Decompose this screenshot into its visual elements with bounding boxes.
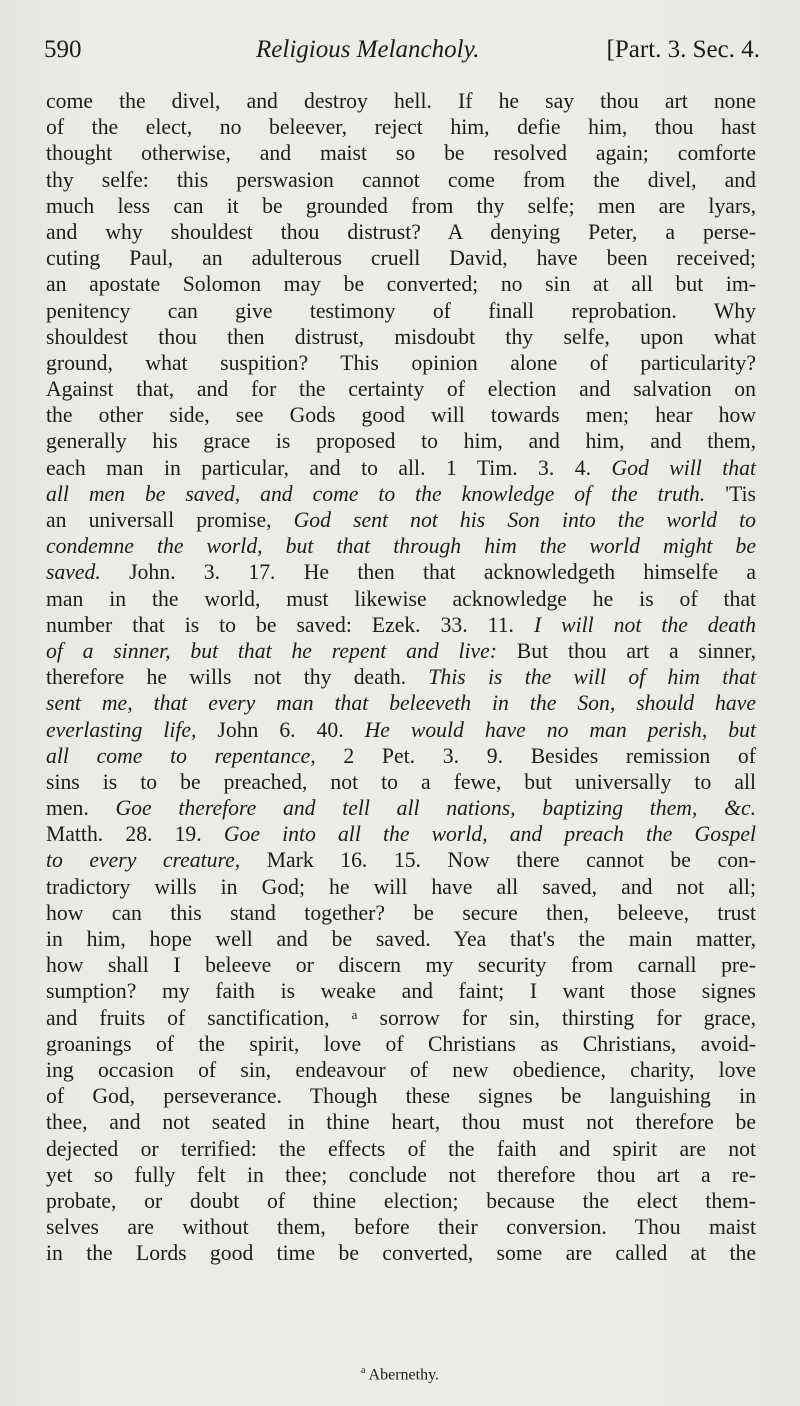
text-segment: therefore he wills not thy death. xyxy=(46,665,429,690)
text-segment: shouldest thou then distrust, misdoubt thy selfe, upon what xyxy=(46,324,756,349)
text-segment: But thou art a sinner, xyxy=(497,638,756,663)
text-line xyxy=(46,376,756,402)
text-segment: Against that, and for the certainty of election and salvation on xyxy=(46,377,756,402)
text-line xyxy=(46,481,756,507)
text-segment: thought otherwise, and maist so be resolved again; comforte xyxy=(46,141,756,166)
section-reference: [Part. 3. Sec. 4. xyxy=(606,36,760,63)
text-segment: selves are without them, before their conversion. Thou maist xyxy=(46,1215,756,1240)
italic-segment: He would have no man perish, but xyxy=(364,717,756,742)
text-line xyxy=(46,140,756,166)
text-segment: John 6. 40. xyxy=(196,717,365,742)
text-line xyxy=(46,167,756,193)
italic-segment: to every creature, xyxy=(46,848,241,873)
text-line xyxy=(46,743,756,769)
text-line xyxy=(46,114,756,140)
text-segment: thee, and not seated in thine heart, thou must not therefore be xyxy=(46,1110,756,1135)
text-line xyxy=(46,690,756,716)
text-line xyxy=(46,1240,756,1266)
text-line xyxy=(46,402,756,428)
text-segment: tradictory wills in God; he will have all saved, and not all; xyxy=(46,874,756,899)
text-line xyxy=(46,717,756,743)
text-line xyxy=(46,926,756,952)
text-line xyxy=(46,664,756,690)
text-line xyxy=(46,1057,756,1083)
text-segment: an apostate Solomon may be converted; no sin at all but im- xyxy=(46,272,756,297)
text-line xyxy=(46,350,756,376)
text-line xyxy=(46,1109,756,1135)
text-segment: in him, hope well and be saved. Yea that's the main matter, xyxy=(46,927,756,951)
text-segment: much less can it be grounded from thy selfe; men are lyars, xyxy=(46,193,756,218)
text-line xyxy=(46,298,756,324)
text-segment: Matth. 28. 19. xyxy=(46,822,224,847)
text-segment: generally his grace is proposed to him, and him, and them, xyxy=(46,429,756,454)
text-line xyxy=(46,1188,756,1214)
running-title: Religious Melancholy. xyxy=(256,36,480,63)
text-line xyxy=(46,847,756,873)
text-line xyxy=(46,455,756,481)
text-line xyxy=(46,193,756,219)
footnote xyxy=(0,1365,800,1384)
text-segment: ground, what suspition? This opinion alone of particularity? xyxy=(46,350,756,375)
italic-segment: saved. xyxy=(46,560,101,585)
body-text xyxy=(46,88,756,1266)
italic-segment: Goe into all the world, and preach the Gospel xyxy=(223,822,757,847)
text-segment: yet so fully felt in thee; conclude not therefore thou art a re- xyxy=(46,1162,756,1187)
text-line xyxy=(46,638,756,664)
text-segment: an universall promise, xyxy=(46,508,294,532)
text-segment: how can this stand together? be secure then, beleeve, trust xyxy=(46,900,756,925)
italic-segment: condemne the world, but that through him the world might be xyxy=(46,534,756,559)
italic-segment: Goe therefore and tell all nations, baptizing them, &c. xyxy=(115,796,756,821)
text-line xyxy=(46,586,756,612)
text-line xyxy=(46,88,756,114)
text-segment: sins is to be preached, not to a fewe, but universally to all xyxy=(46,769,756,794)
text-line xyxy=(46,769,756,795)
italic-segment: God sent not his Son into the world to xyxy=(293,508,756,532)
text-line xyxy=(46,428,756,454)
italic-segment: I will not the death xyxy=(533,612,756,637)
text-line xyxy=(46,821,756,847)
page-number: 590 xyxy=(44,36,82,63)
italic-segment: This is the will of him that xyxy=(428,665,757,690)
italic-segment: sent me, that every man that beleeveth in the Son, should have xyxy=(46,691,756,716)
text-segment: 'Tis xyxy=(705,481,756,506)
text-segment: and fruits of sanctification, ᵃ sorrow for sin, thirsting for grace, xyxy=(46,1005,756,1030)
page-header xyxy=(44,36,760,76)
text-line xyxy=(46,952,756,978)
text-segment: each man in particular, and to all. 1 Tim. 3. 4. xyxy=(46,455,612,480)
italic-segment: everlasting life, xyxy=(46,717,197,742)
text-segment: sumption? my faith is weake and faint; I want those signes xyxy=(46,979,756,1004)
text-line xyxy=(46,795,756,821)
text-line xyxy=(46,1214,756,1240)
text-line xyxy=(46,1136,756,1162)
text-segment: and why shouldest thou distrust? A denying Peter, a perse- xyxy=(46,219,756,244)
text-segment: 2 Pet. 3. 9. Besides remission of xyxy=(315,743,756,768)
text-segment: of God, perseverance. Though these signes be languishing in xyxy=(46,1084,756,1109)
text-line xyxy=(46,245,756,271)
text-segment: number that is to be saved: Ezek. 33. 11. xyxy=(46,612,534,637)
text-segment: men. xyxy=(46,796,116,821)
text-segment: ing occasion of sin, endeavour of new obedience, charity, love xyxy=(46,1057,756,1082)
text-line xyxy=(46,533,756,559)
text-line xyxy=(46,324,756,350)
text-line xyxy=(46,1031,756,1057)
text-segment: thy selfe: this perswasion cannot come from the divel, and xyxy=(46,167,756,192)
text-segment: come the divel, and destroy hell. If he say thou art none xyxy=(46,89,756,113)
text-segment: John. 3. 17. He then that acknowledgeth himselfe a xyxy=(100,560,756,585)
text-line xyxy=(46,612,756,638)
text-segment: in the Lords good time be converted, some are called at the xyxy=(46,1241,756,1266)
text-segment: dejected or terrified: the effects of the faith and spirit are not xyxy=(46,1136,756,1161)
text-line xyxy=(46,271,756,297)
text-segment: probate, or doubt of thine election; because the elect them- xyxy=(46,1188,756,1213)
footnote-text: Abernethy. xyxy=(368,1366,440,1384)
italic-segment: of a sinner, but that he repent and live: xyxy=(46,638,497,663)
text-segment: the other side, see Gods good will towards men; hear how xyxy=(46,403,756,428)
text-line xyxy=(46,1162,756,1188)
text-segment: Mark 16. 15. Now there cannot be con- xyxy=(240,848,756,873)
text-segment: man in the world, must likewise acknowledge he is of that xyxy=(46,586,756,611)
footnote-marker: a xyxy=(360,1365,366,1376)
text-segment: penitency can give testimony of finall reprobation. Why xyxy=(46,298,756,323)
italic-segment: all come to repentance, xyxy=(46,743,316,768)
text-line xyxy=(46,900,756,926)
text-line xyxy=(46,978,756,1004)
text-line xyxy=(46,874,756,900)
text-line xyxy=(46,1083,756,1109)
text-segment: of the elect, no beleever, reject him, defie him, thou hast xyxy=(46,115,756,140)
text-segment: how shall I beleeve or discern my security from carnall pre- xyxy=(46,953,756,978)
text-segment: groanings of the spirit, love of Christians as Christians, avoid- xyxy=(46,1031,756,1056)
text-segment: cuting Paul, an adulterous cruell David, have been received; xyxy=(46,246,756,271)
text-line xyxy=(46,1005,756,1031)
text-line xyxy=(46,507,756,533)
italic-segment: God will that xyxy=(611,455,756,480)
italic-segment: all men be saved, and come to the knowledge of the truth. xyxy=(46,481,706,506)
text-line xyxy=(46,219,756,245)
text-line xyxy=(46,559,756,585)
